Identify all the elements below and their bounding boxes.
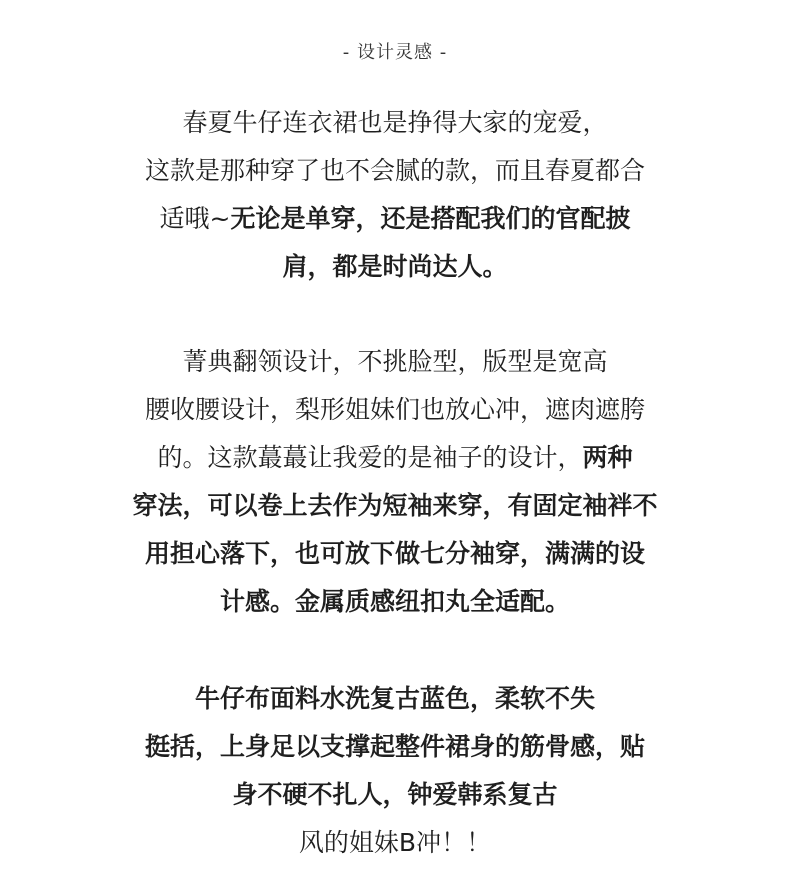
paragraph-2-line-1: 菁典翻领设计，不挑脸型，版型是宽高 [182,347,608,376]
paragraph-3-line-2: 挺括，上身足以支撑起整件裙身的筋骨感，贴 [144,732,645,761]
paragraph-2-line-3-bold: 两种 [582,443,633,472]
paragraph-1-line-3 [0,195,790,243]
paragraph-2-line-5: 用担心落下，也可放下做七分袖穿，满满的设 [144,539,645,568]
paragraph-2-line-3-normal: 的。这款蕞蕞让我爱的是袖子的设计， [157,443,583,472]
paragraph-1-line-3-normal: 适哦~ [159,204,231,233]
paragraph-1-line-3-bold: 无论是单穿，还是搭配我们的官配披 [230,204,631,233]
paragraph-1-line-2: 这款是那种穿了也不会腻的款，而且春夏都合 [144,156,645,185]
paragraph-collar-sleeve [0,338,790,626]
paragraph-2-line-2: 腰收腰设计，梨形姐妹们也放心冲，遮肉遮胯 [144,395,645,424]
paragraph-1-line-1: 春夏牛仔连衣裙也是挣得大家的宠爱， [182,108,608,137]
paragraph-fabric [0,675,790,867]
paragraph-3-line-3: 身不硬不扎人，钟爱韩系复古 [232,780,558,809]
paragraph-3-line-1: 牛仔布面料水洗复古蓝色，柔软不失 [194,684,595,713]
paragraph-1-line-4: 肩，都是时尚达人。 [282,252,508,281]
paragraph-design-intro [0,99,790,291]
section-title: - 设计灵感 - [342,42,448,63]
paragraph-3-line-4: 风的姐妹B冲！！ [298,828,492,857]
paragraph-2-line-4: 穿法，可以卷上去作为短袖来穿，有固定袖袢不 [132,491,658,520]
paragraph-2-line-3 [0,434,790,482]
paragraph-2-line-6: 计感。金属质感纽扣丸全适配。 [219,587,570,616]
